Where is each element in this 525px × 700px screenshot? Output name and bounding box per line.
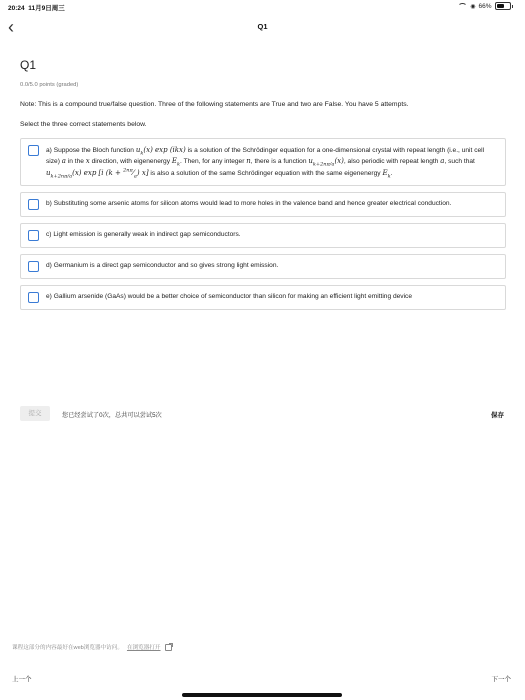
- option-e-checkbox[interactable]: [28, 292, 39, 303]
- option-a-checkbox[interactable]: [28, 145, 39, 156]
- battery-icon: [495, 2, 511, 10]
- wifi-icon: [458, 3, 467, 10]
- open-in-browser-link[interactable]: 在浏览器打开: [126, 645, 161, 651]
- option-d-text: d) Germanium is a direct gap semiconductor and so gives strong light emission.: [46, 262, 279, 269]
- status-icons: [458, 2, 513, 10]
- option-b-text: b) Substituting some arsenic atoms for silicon atoms would lead to more holes in the valence band and hence greater electrical conduction.: [46, 200, 452, 207]
- status-bar: [0, 0, 525, 14]
- option-c-checkbox[interactable]: [28, 230, 39, 241]
- save-button[interactable]: 保存: [491, 412, 504, 419]
- option-a[interactable]: [20, 138, 506, 187]
- signal-icon: ◉: [470, 3, 476, 10]
- battery-fill: [497, 4, 505, 8]
- points-label: 0.0/5.0 points (graded): [20, 82, 79, 88]
- option-b-checkbox[interactable]: [28, 199, 39, 210]
- next-button[interactable]: 下一个: [491, 676, 511, 683]
- footer-note-text: 课程这部分的内容最好在web浏览器中访问。: [12, 645, 123, 651]
- attempts-text: 您已经尝试了0次，总共可以尝试5次: [62, 412, 162, 419]
- battery-percent: 66%: [478, 2, 492, 10]
- footer-note: [12, 643, 172, 651]
- submit-button[interactable]: 提交: [20, 406, 50, 421]
- math-shifted-function: $u_{k+2n\pi/a}(x)$ exp [i $(k + ^{2n\pi}⁄_a)$ x]: [46, 167, 149, 179]
- math-bloch-function: $u_k(x)$ exp (ikx): [135, 145, 186, 156]
- external-link-icon[interactable]: [165, 644, 172, 651]
- battery-cap: [512, 5, 514, 8]
- submit-row: [20, 406, 506, 422]
- option-e[interactable]: [20, 285, 506, 310]
- option-c-text: c) Light emission is generally weak in indirect gap semiconductors.: [46, 231, 241, 238]
- bottom-nav: [12, 674, 511, 684]
- option-b[interactable]: [20, 192, 506, 217]
- question-note: Note: This is a compound true/false question. Three of the following statements are True and two are False. You have 5 attempts.: [20, 101, 409, 108]
- option-e-text: e) Gallium arsenide (GaAs) would be a better choice of semiconductor than silicon for making an efficient light emitting device: [46, 293, 413, 300]
- nav-bar: [0, 14, 525, 40]
- question-instruction: Select the three correct statements below.: [20, 120, 147, 128]
- option-a-text: a) Suppose the Bloch function $u_k(x)$ exp (ikx) is a solution of the Schrödinger equation for a one-dimensional crystal with repeat length (i.e., unit cell size) a in the x direction, with eigenenergy $E_k$. Then, for any integer n, there is a function $u_{k+2n\pi/a}(x)$, also periodic with repeat length a, such that $u_{k+2n\pi/a}(x)$ exp [i $(k + ^{2n\pi}⁄_a)$ x] is also a solution of the same Schrödinger equation with the same eigenenergy $E_k$.: [46, 145, 485, 179]
- question-content: [20, 58, 506, 316]
- option-d[interactable]: [20, 254, 506, 279]
- option-c[interactable]: [20, 223, 506, 248]
- previous-button[interactable]: 上一个: [12, 676, 32, 683]
- nav-title: Q1: [257, 22, 268, 31]
- option-d-checkbox[interactable]: [28, 261, 39, 272]
- question-title: Q1: [20, 58, 37, 72]
- status-time: 20:24 11月9日周三: [8, 5, 65, 12]
- home-indicator: [182, 693, 342, 697]
- back-chevron-icon[interactable]: ‹: [8, 17, 14, 37]
